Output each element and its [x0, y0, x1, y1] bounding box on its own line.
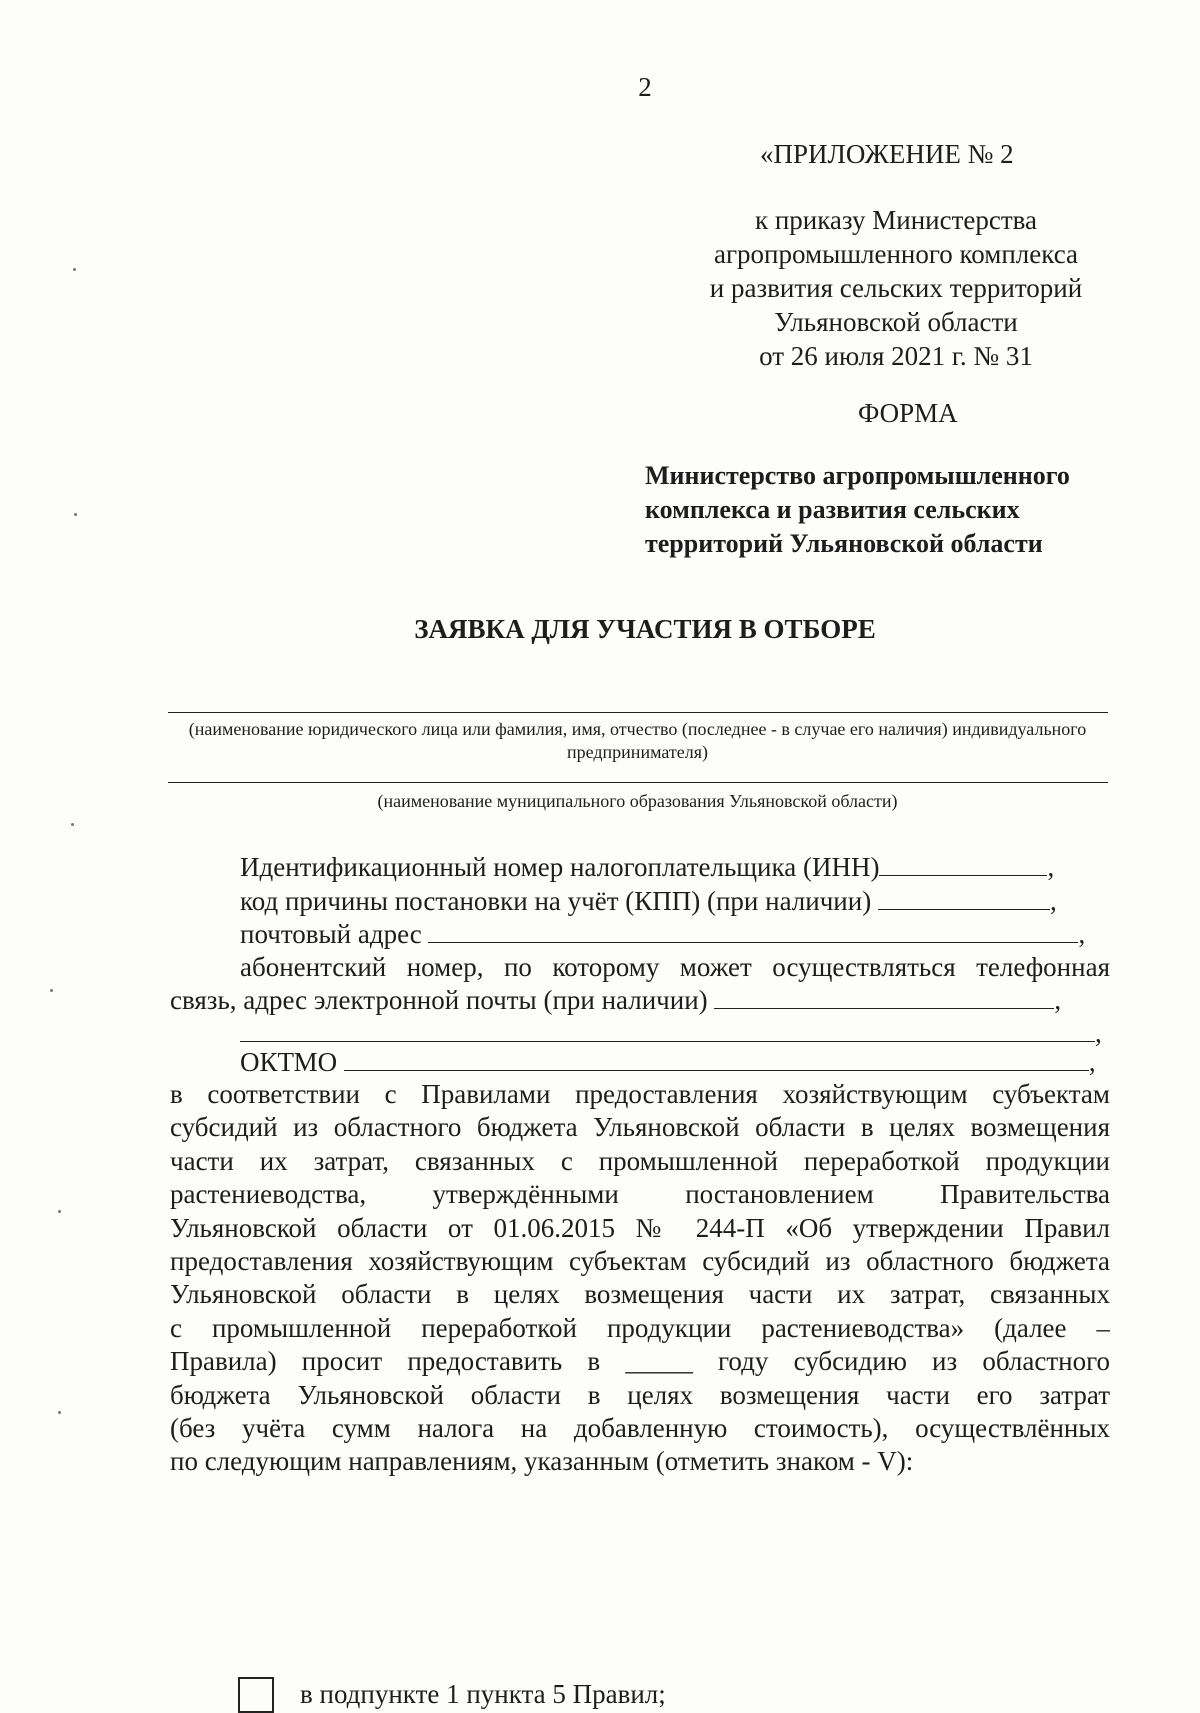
applicant-name-line[interactable]	[168, 712, 1108, 713]
page-number: 2	[638, 72, 652, 102]
postal-row	[240, 917, 1085, 951]
order-reference	[690, 203, 1102, 373]
appendix-title: «ПРИЛОЖЕНИЕ № 2	[760, 139, 1014, 169]
scan-speck	[58, 1411, 61, 1414]
request-body	[170, 1078, 1110, 1479]
document-title: ЗАЯВКА ДЛЯ УЧАСТИЯ В ОТБОРЕ	[414, 614, 876, 644]
body-line: в соответствии с Правилами предоставления хозяйствующим субъектам	[170, 1079, 1110, 1109]
body-line: Правила) просит предоставить в _____ году субсидию из областного	[170, 1346, 1110, 1377]
order-reference-line: к приказу Министерства	[754, 205, 1038, 235]
kpp-row	[240, 884, 1057, 918]
oktmo-label: ОКТМО	[240, 1047, 338, 1077]
body-line: Ульяновской области в целях возмещения части их затрат, связанных	[170, 1279, 1110, 1310]
phone-label: связь, адрес электронной почты (при наличии)	[170, 985, 708, 1015]
phone-email-input[interactable]	[714, 984, 1054, 1009]
comma: ,	[1078, 919, 1086, 949]
kpp-label: код причины постановки на учёт (КПП) (при наличии)	[240, 886, 872, 916]
comma: ,	[1088, 1047, 1096, 1077]
oktmo-input[interactable]	[344, 1046, 1089, 1071]
body-line: предоставления хозяйствующим субъектам субсидий из областного бюджета	[170, 1246, 1110, 1277]
postal-label: почтовый адрес	[240, 919, 422, 949]
oktmo-row	[240, 1045, 1096, 1079]
order-reference-line: Ульяновской области	[774, 307, 1018, 337]
comma: ,	[1054, 985, 1062, 1015]
municipality-line[interactable]	[168, 782, 1108, 783]
body-line: Ульяновской области от 01.06.2015 № 244-П «Об утверждении Правил	[170, 1212, 1110, 1243]
inn-label: Идентификационный номер налогоплательщика (ИНН)	[240, 852, 880, 882]
scan-speck	[74, 513, 77, 516]
kpp-input[interactable]	[878, 885, 1050, 910]
option-checkbox[interactable]	[238, 1677, 274, 1713]
postal-input[interactable]	[428, 918, 1078, 943]
option-label: в подпункте 1 пункта 5 Правил;	[300, 1679, 666, 1709]
comma: ,	[1095, 1018, 1102, 1048]
applicant-caption: (наименование юридического лица или фамилия, имя, отчество (последнее - в случае его наличия) индивидуального предпринимателя)	[188, 719, 1087, 762]
scan-speck	[58, 1210, 61, 1213]
phone-row-line1: абонентский номер, по которому может осуществляться телефонная	[240, 952, 1110, 982]
addressee-block	[645, 459, 1070, 561]
addressee-line: Министерство агропромышленного	[645, 461, 1070, 490]
phone-row-line2	[170, 983, 1061, 1017]
body-line: части их затрат, связанных с промышленной переработкой продукции	[170, 1145, 1110, 1176]
scan-speck	[71, 823, 74, 826]
municipality-caption: (наименование муниципального образования Ульяновской области)	[377, 791, 898, 811]
phone-email-continuation-input[interactable]	[240, 1017, 1095, 1042]
body-line: растениеводства, утверждёнными постановлением Правительства	[170, 1179, 1110, 1210]
body-line: (без учёта сумм налога на добавленную стоимость), осуществлённых	[170, 1413, 1110, 1444]
body-line: бюджета Ульяновской области в целях возмещения части его затрат	[170, 1379, 1110, 1410]
inn-row	[240, 850, 1054, 884]
body-line: по следующим направлениям, указанным (отметить знаком - V):	[170, 1446, 914, 1477]
scan-speck	[73, 268, 76, 271]
order-reference-line: агропромышленного комплекса	[714, 239, 1078, 269]
order-reference-line: от 26 июля 2021 г. № 31	[759, 341, 1033, 371]
form-label: ФОРМА	[858, 398, 958, 428]
addressee-line: комплекса и развития сельских	[645, 495, 1020, 524]
addressee-line: территорий Ульяновской области	[645, 529, 1043, 558]
inn-input[interactable]	[879, 851, 1047, 876]
order-reference-line: и развития сельских территорий	[709, 273, 1083, 303]
body-line: субсидий из областного бюджета Ульяновской области в целях возмещения	[170, 1112, 1110, 1143]
comma: ,	[1047, 852, 1055, 882]
scan-speck	[50, 989, 53, 992]
comma: ,	[1049, 886, 1057, 916]
body-line: с промышленной переработкой продукции растениеводства» (далее –	[170, 1312, 1110, 1343]
